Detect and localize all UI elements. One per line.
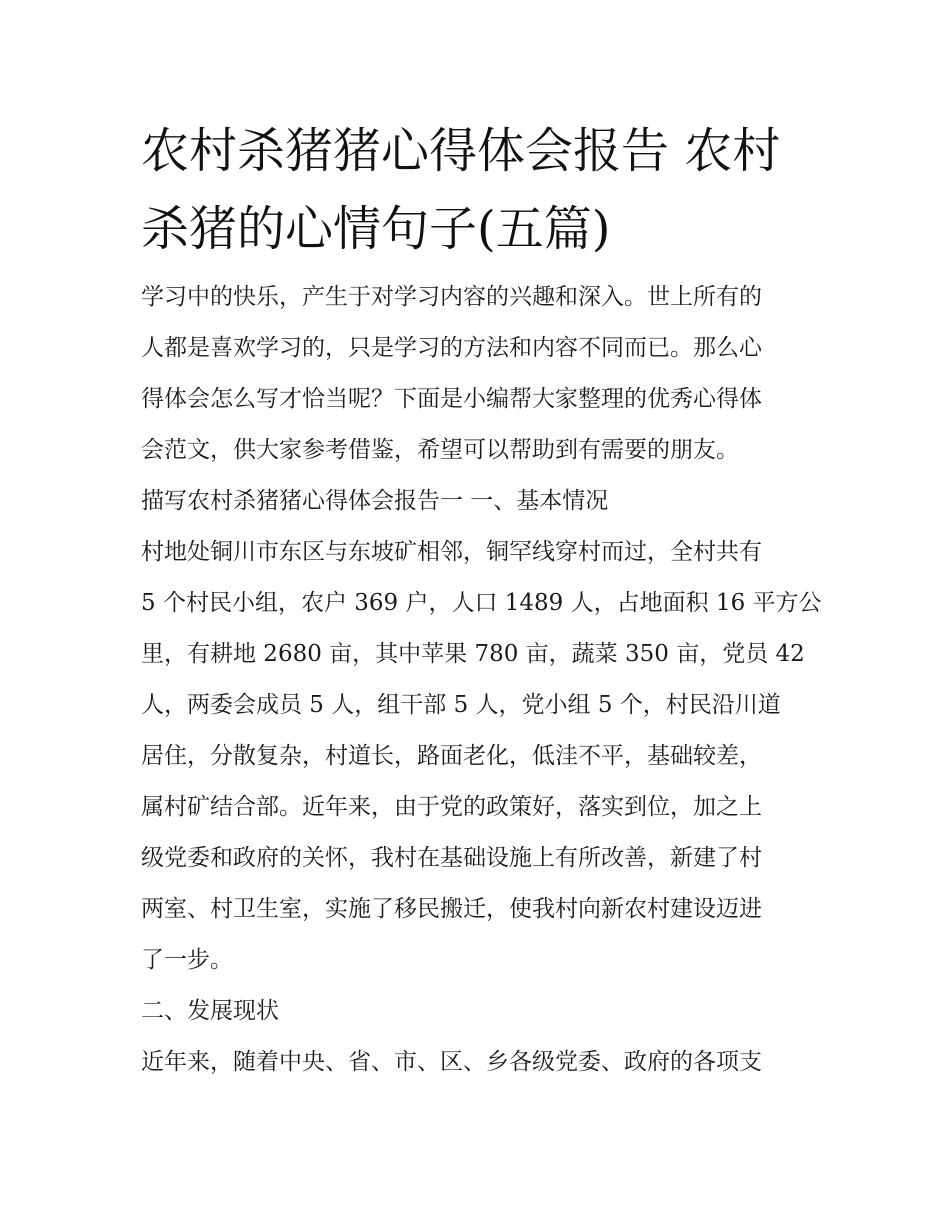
- paragraph-line: 得体会怎么写才恰当呢？下面是小编帮大家整理的优秀心得体: [141, 386, 762, 412]
- paragraph-line: 学习中的快乐，产生于对学习内容的兴趣和深入。世上所有的: [141, 284, 762, 310]
- paragraph-line: 会范文，供大家参考借鉴，希望可以帮助到有需要的朋友。: [141, 437, 739, 463]
- paragraph-line: 近年来，随着中央、省、市、区、乡各级党委、政府的各项支: [141, 1049, 762, 1075]
- paragraph-line: 人，两委会成员 5 人，组干部 5 人，党小组 5 个，村民沿川道: [141, 692, 781, 718]
- paragraph-line: 属村矿结合部。近年来，由于党的政策好，落实到位，加之上: [141, 794, 762, 820]
- section-heading: 二、发展现状: [141, 998, 279, 1024]
- paragraph-line: 村地处铜川市东区与东坡矿相邻，铜罕线穿村而过，全村共有: [141, 539, 762, 565]
- paragraph-line: 了一步。: [141, 947, 233, 973]
- paragraph-line: 里，有耕地 2680 亩，其中苹果 780 亩，蔬菜 350 亩，党员 42: [141, 641, 805, 667]
- paragraph-line: 人都是喜欢学习的，只是学习的方法和内容不同而已。那么心: [141, 335, 762, 361]
- paragraph-line: 级党委和政府的关怀，我村在基础设施上有所改善，新建了村: [141, 845, 762, 871]
- paragraph-line: 5 个村民小组，农户 369 户，人口 1489 人，占地面积 16 平方公: [141, 590, 822, 616]
- document-page: [141, 112, 822, 1088]
- paragraph-line: 居住，分散复杂，村道长，路面老化，低洼不平，基础较差，: [141, 743, 762, 769]
- title-line: 农村杀猪猪心得体会报告 农村: [141, 123, 781, 179]
- section-heading: 描写农村杀猪猪心得体会报告一 一、基本情况: [141, 488, 609, 514]
- section2-paragraph: [141, 1037, 811, 1088]
- document-title: [141, 112, 811, 268]
- intro-paragraph: [141, 272, 811, 476]
- title-line: 杀猪的心情句子(五篇): [141, 201, 611, 257]
- section1-paragraph: [141, 527, 822, 986]
- paragraph-line: 两室、村卫生室，实施了移民搬迁，使我村向新农村建设迈进: [141, 896, 762, 922]
